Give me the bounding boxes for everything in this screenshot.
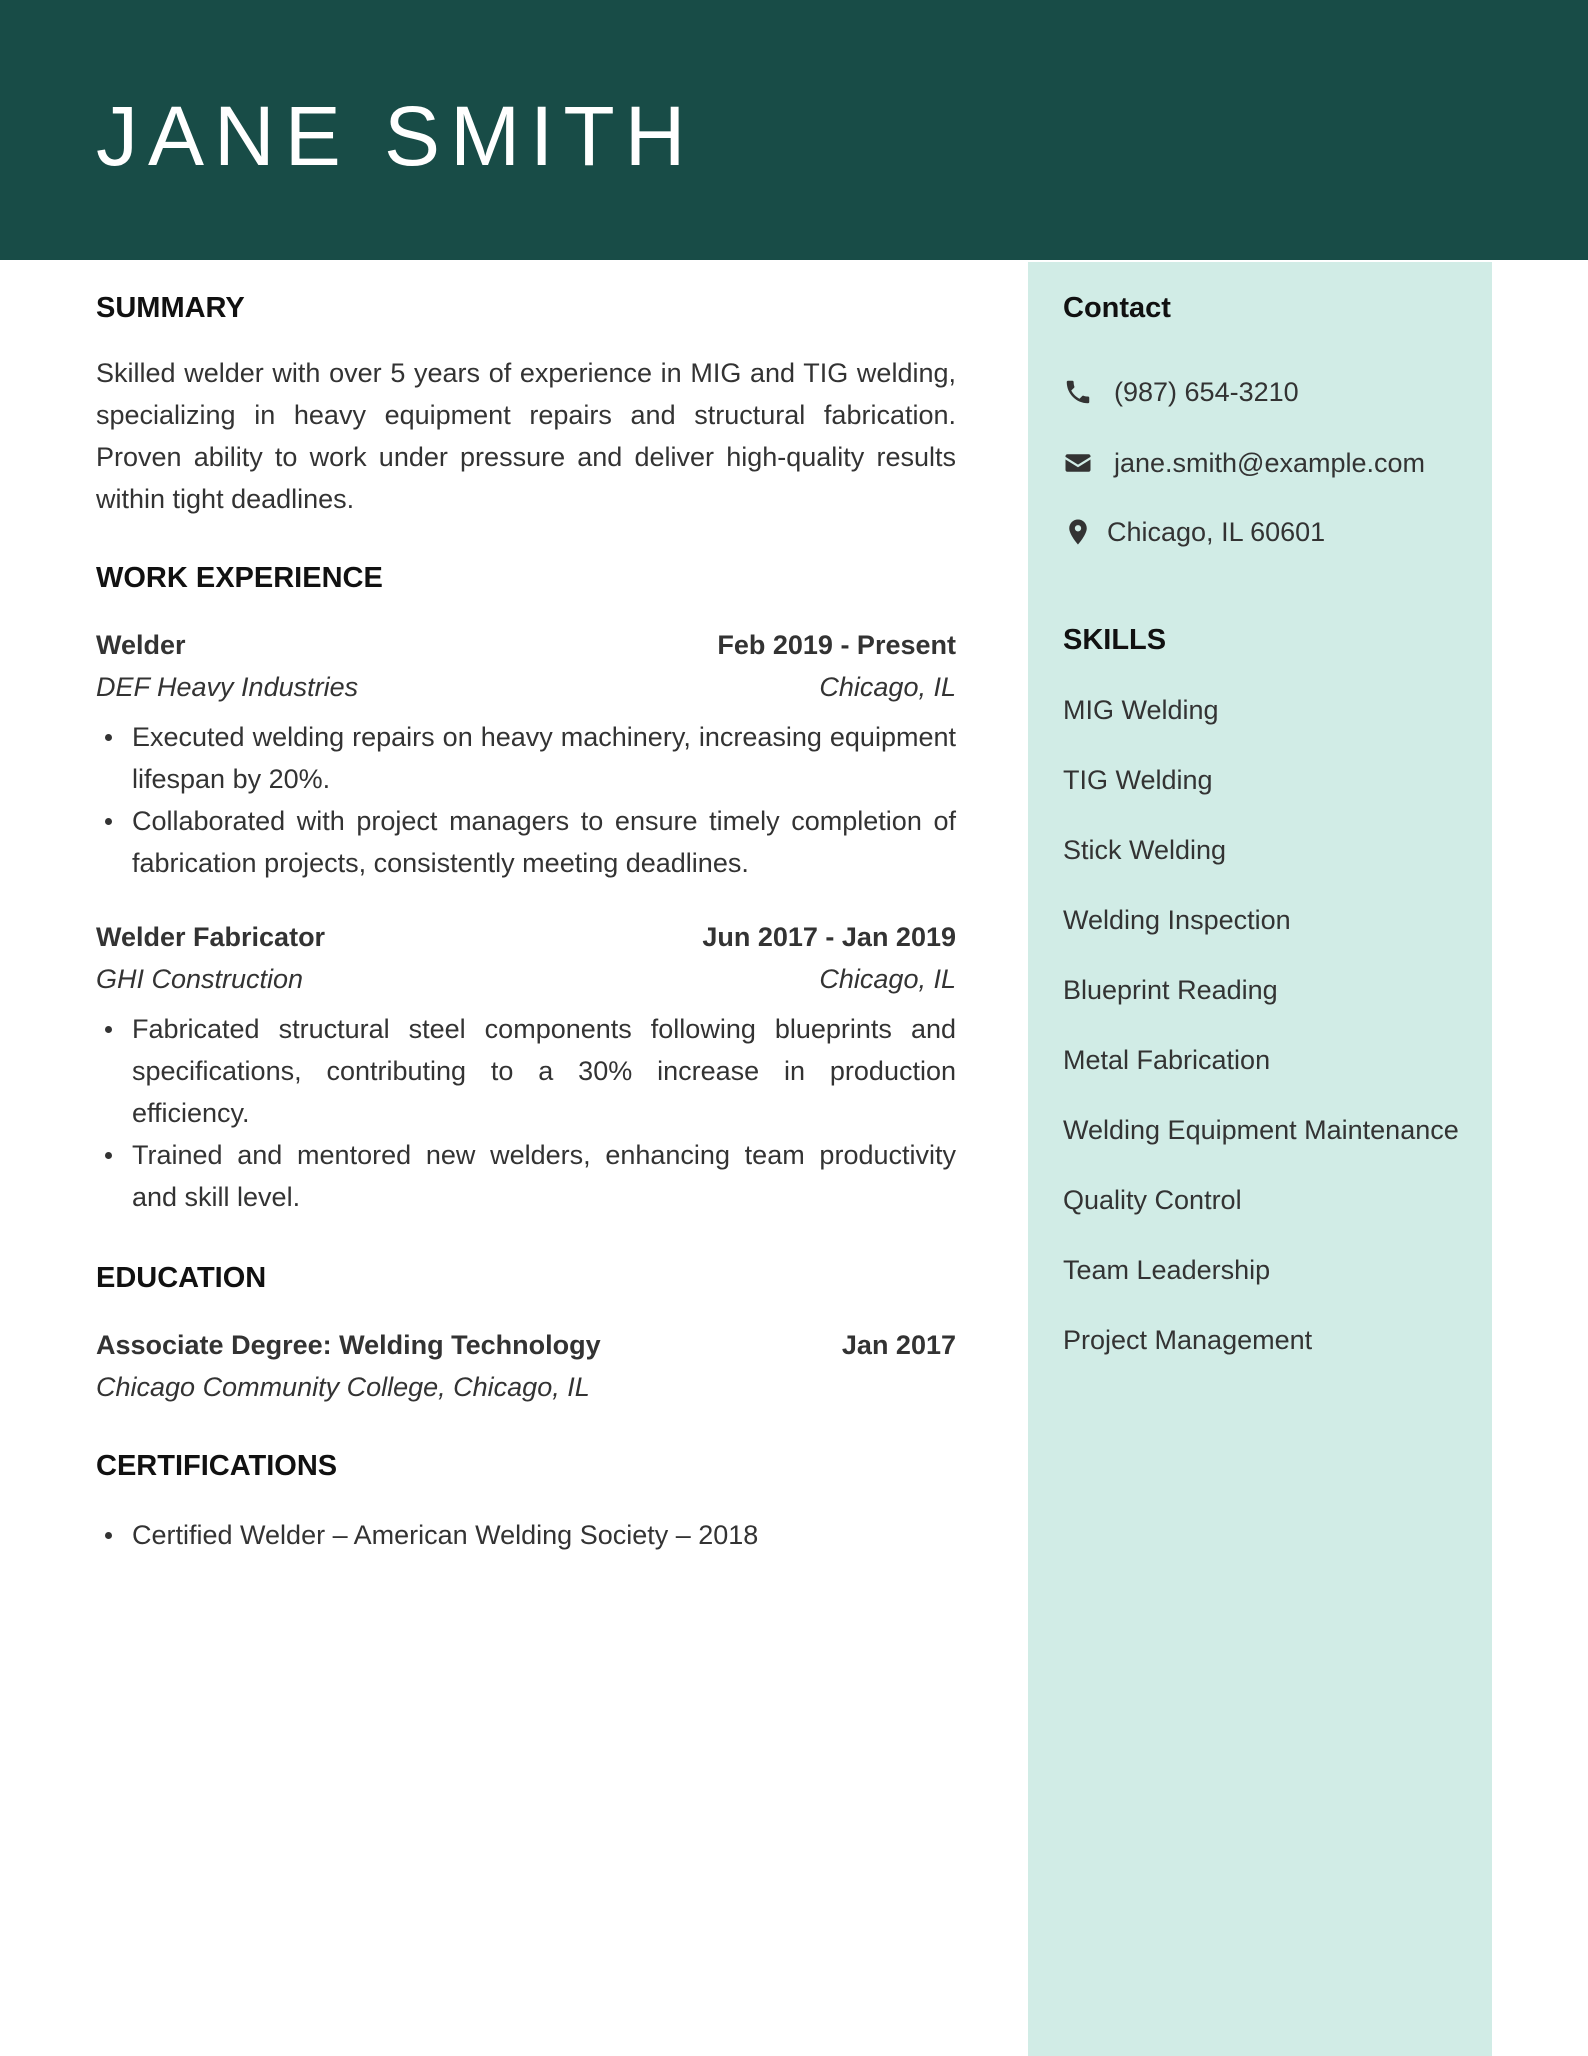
candidate-name: JANE SMITH xyxy=(96,89,696,183)
job-role: Welder xyxy=(96,630,186,660)
job-bullets xyxy=(96,1008,956,1218)
contact-phone xyxy=(1063,372,1299,412)
skill-item: Stick Welding xyxy=(1063,835,1227,865)
summary-text: Skilled welder with over 5 years of experience in MIG and TIG welding, specializing in heavy equipment repairs and structural fabrication. Proven ability to work under pressure and deliver high-quality results within tight deadlines. xyxy=(96,358,956,514)
contact-phone-text: (987) 654-3210 xyxy=(1114,376,1299,407)
job-entry xyxy=(96,916,956,1218)
summary-heading: SUMMARY xyxy=(96,292,245,324)
contact-location xyxy=(1063,512,1325,552)
envelope-icon xyxy=(1063,448,1093,478)
skill-item: Blueprint Reading xyxy=(1063,975,1278,1005)
skill-item: Project Management xyxy=(1063,1325,1313,1355)
job-role: Welder Fabricator xyxy=(96,922,326,952)
header-banner xyxy=(0,0,1588,260)
contact-email-text: jane.smith@example.com xyxy=(1114,447,1426,478)
certification-item: Certified Welder – American Welding Society – 2018 xyxy=(132,1514,956,1556)
job-bullet: Trained and mentored new welders, enhancing team productivity and skill level. xyxy=(132,1134,956,1218)
contact-heading: Contact xyxy=(1063,292,1171,324)
certifications-heading: CERTIFICATIONS xyxy=(96,1450,338,1482)
job-bullet: Collaborated with project managers to ensure timely completion of fabrication projects, consistently meeting deadlines. xyxy=(132,800,956,884)
map-pin-icon xyxy=(1063,517,1093,547)
skill-item: Metal Fabrication xyxy=(1063,1045,1271,1075)
education-school: Chicago Community College, Chicago, IL xyxy=(96,1372,590,1402)
job-company: DEF Heavy Industries xyxy=(96,672,359,702)
job-company: GHI Construction xyxy=(96,964,304,994)
education-date: Jan 2017 xyxy=(841,1330,956,1360)
job-location: Chicago, IL xyxy=(819,964,956,994)
certifications-list xyxy=(96,1514,956,1556)
job-dates: Jun 2017 - Jan 2019 xyxy=(702,922,956,952)
phone-icon xyxy=(1063,377,1093,407)
education-entry xyxy=(96,1324,956,1408)
education-degree: Associate Degree: Welding Technology xyxy=(96,1330,601,1360)
skill-item: MIG Welding xyxy=(1063,695,1219,725)
job-bullet: Executed welding repairs on heavy machinery, increasing equipment lifespan by 20%. xyxy=(132,716,956,800)
job-location: Chicago, IL xyxy=(819,672,956,702)
main-column xyxy=(96,290,956,1556)
skill-item: Quality Control xyxy=(1063,1185,1242,1215)
job-bullet: Fabricated structural steel components following blueprints and specifications, contributing to a 30% increase in production efficiency. xyxy=(132,1008,956,1134)
job-dates: Feb 2019 - Present xyxy=(717,630,956,660)
skill-item: TIG Welding xyxy=(1063,765,1213,795)
skills-heading: SKILLS xyxy=(1063,624,1167,656)
contact-email xyxy=(1063,443,1425,483)
job-bullets xyxy=(96,716,956,884)
skill-item: Welding Inspection xyxy=(1063,905,1291,935)
job-entry xyxy=(96,624,956,884)
education-heading: EDUCATION xyxy=(96,1262,267,1294)
experience-heading: WORK EXPERIENCE xyxy=(96,562,383,594)
contact-location-text: Chicago, IL 60601 xyxy=(1107,516,1326,547)
skill-item: Team Leadership xyxy=(1063,1255,1271,1285)
skills-list xyxy=(1063,690,1459,1390)
skill-item: Welding Equipment Maintenance xyxy=(1063,1115,1459,1145)
